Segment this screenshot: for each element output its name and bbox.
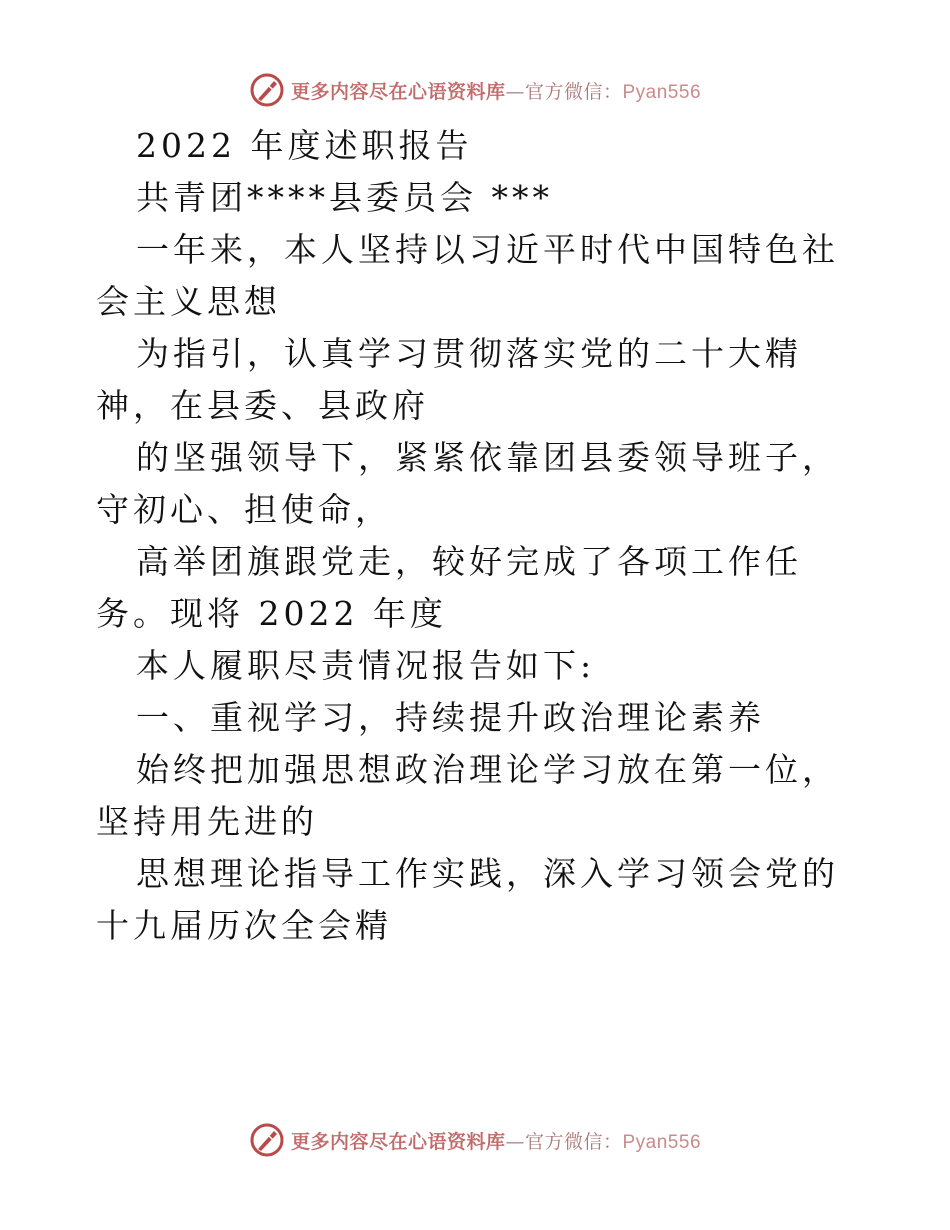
watermark-separator: —	[505, 1130, 525, 1153]
watermark-main-text: 更多内容尽在心语资料库	[290, 1130, 506, 1153]
watermark-wechat-id: Pyan556	[622, 81, 702, 103]
watermark-label: 官方微信：	[524, 80, 623, 103]
watermark-label: 官方微信：	[524, 1130, 623, 1153]
paragraph: 思想理论指导工作实践，深入学习领会党的十九届历次全会精	[96, 854, 839, 945]
watermark-main-text: 更多内容尽在心语资料库	[290, 80, 506, 103]
paragraph: 始终把加强思想政治理论学习放在第一位，坚持用先进的	[96, 750, 839, 841]
watermark-wechat-id: Pyan556	[622, 1131, 702, 1153]
watermark-header	[0, 70, 950, 110]
document-title: 2022 年度述职报告	[136, 126, 473, 165]
document-author: 共青团****县委员会 ***	[136, 178, 553, 217]
paragraph: 为指引，认真学习贯彻落实党的二十大精神，在县委、县政府	[96, 334, 802, 425]
quill-logo-icon	[249, 1122, 285, 1158]
watermark-footer	[0, 1120, 950, 1160]
paragraph: 高举团旗跟党走，较好完成了各项工作任务。现将 2022 年度	[96, 542, 802, 633]
watermark-separator: —	[505, 80, 525, 103]
paragraph: 的坚强领导下，紧紧依靠团县委领导班子，守初心、担使命，	[96, 438, 839, 529]
watermark-text	[291, 77, 701, 104]
document-body	[96, 120, 856, 952]
paragraph: 本人履职尽责情况报告如下:	[136, 646, 596, 685]
paragraph: 一年来，本人坚持以习近平时代中国特色社会主义思想	[96, 230, 839, 321]
quill-logo-icon	[249, 72, 285, 108]
watermark-text	[291, 1127, 701, 1154]
section-heading: 一、重视学习，持续提升政治理论素养	[136, 698, 765, 737]
